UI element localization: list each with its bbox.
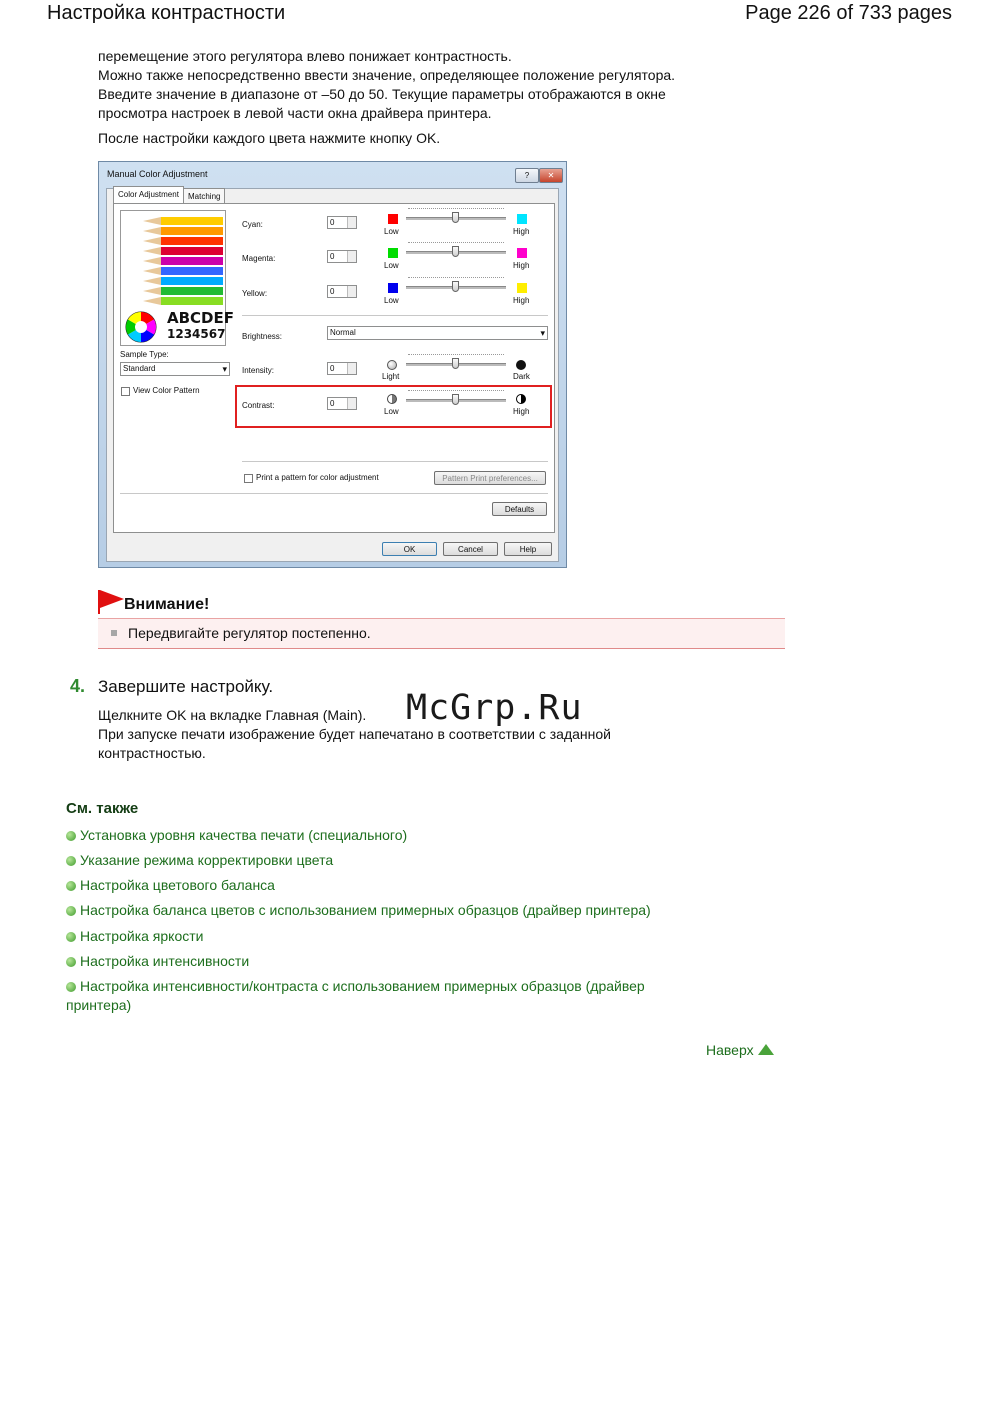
contrast-value-input[interactable]: 0 (327, 397, 357, 410)
sample-text-letters: ABCDEF (167, 309, 234, 327)
cyan-low-swatch (388, 214, 398, 224)
bullet-square-icon (111, 630, 117, 636)
contrast-low-icon (387, 394, 397, 404)
sample-text-digits: 1234567 (167, 327, 226, 341)
sample-type-select[interactable]: Standard ▾ (120, 362, 230, 376)
yellow-slider-thumb[interactable] (452, 281, 459, 292)
print-pattern-checkbox[interactable] (244, 474, 253, 483)
defaults-button[interactable]: Defaults (492, 502, 547, 516)
red-flag-icon (98, 590, 124, 614)
after-adjust-text: После настройки каждого цвета нажмите кнопку OK. (98, 130, 441, 146)
intensity-high-label: Dark (513, 372, 530, 381)
magenta-value-input[interactable]: 0 (327, 250, 357, 263)
step-title: Завершите настройку. (98, 677, 274, 696)
watermark: McGrp.Ru (406, 688, 583, 728)
green-bullet-icon (66, 856, 76, 866)
brightness-label: Brightness: (242, 332, 283, 341)
intensity-slider-thumb[interactable] (452, 358, 459, 369)
see-also-link[interactable]: Настройка интенсивности (66, 952, 726, 971)
magenta-high-label: High (513, 261, 530, 270)
intensity-value-input[interactable]: 0 (327, 362, 357, 375)
step-line: контрастностью. (98, 745, 206, 761)
manual-color-adjustment-dialog (98, 161, 567, 568)
dialog-title: Manual Color Adjustment (107, 169, 208, 179)
help-button[interactable]: Help (504, 542, 552, 556)
contrast-high-label: High (513, 407, 530, 416)
magenta-high-swatch (517, 248, 527, 258)
cyan-label: Cyan: (242, 220, 263, 229)
contrast-slider-thumb[interactable] (452, 394, 459, 405)
dark-circle-icon (516, 360, 526, 370)
cyan-low-label: Low (384, 227, 399, 236)
cyan-high-swatch (517, 214, 527, 224)
intro-line: Введите значение в диапазоне от –50 до 50. Текущие параметры отображаются в окне (98, 86, 666, 102)
light-circle-icon (387, 360, 397, 370)
green-bullet-icon (66, 982, 76, 992)
intro-line: просмотра настроек в левой части окна драйвера принтера. (98, 105, 492, 121)
view-color-pattern-label: View Color Pattern (133, 386, 200, 395)
green-bullet-icon (66, 932, 76, 942)
magenta-slider-thumb[interactable] (452, 246, 459, 257)
green-bullet-icon (66, 906, 76, 916)
cyan-slider-thumb[interactable] (452, 212, 459, 223)
sample-type-label: Sample Type: (120, 350, 169, 359)
contrast-high-icon (516, 394, 526, 404)
color-adjustment-panel (113, 203, 555, 533)
yellow-high-swatch (517, 283, 527, 293)
cyan-value-input[interactable]: 0 (327, 216, 357, 229)
yellow-label: Yellow: (242, 289, 268, 298)
up-arrow-icon (758, 1044, 774, 1055)
see-also-link[interactable]: Настройка яркости (66, 927, 726, 946)
yellow-low-label: Low (384, 296, 399, 305)
see-also-link[interactable]: Настройка цветового баланса (66, 876, 726, 895)
yellow-low-swatch (388, 283, 398, 293)
contrast-low-label: Low (384, 407, 399, 416)
step-number: 4. (70, 676, 86, 696)
attention-text: Передвигайте регулятор постепенно. (128, 625, 371, 641)
green-bullet-icon (66, 881, 76, 891)
cancel-button[interactable]: Cancel (443, 542, 498, 556)
intro-line: перемещение этого регулятора влево понижает контрастность. (98, 48, 512, 64)
magenta-low-swatch (388, 248, 398, 258)
see-also-link[interactable]: Настройка баланса цветов с использованием примерных образцов (драйвер принтера) (66, 901, 726, 920)
tab-matching[interactable]: Matching (183, 188, 225, 204)
see-also-title: См. также (66, 800, 139, 817)
dialog-body (106, 188, 559, 562)
ok-button[interactable]: OK (382, 542, 437, 556)
brightness-select[interactable]: Normal ▾ (327, 326, 548, 340)
intro-paragraph (98, 47, 675, 123)
step-line: Щелкните OK на вкладке Главная (Main). (98, 707, 367, 723)
contrast-label: Contrast: (242, 401, 275, 410)
back-to-top-link[interactable]: Наверх (706, 1042, 774, 1058)
pattern-print-preferences-button[interactable]: Pattern Print preferences... (434, 471, 546, 485)
view-color-pattern-checkbox[interactable] (121, 387, 130, 396)
cyan-high-label: High (513, 227, 530, 236)
see-also-link[interactable]: Указание режима корректировки цвета (66, 851, 726, 870)
tab-color-adjustment[interactable]: Color Adjustment (113, 186, 184, 204)
green-bullet-icon (66, 831, 76, 841)
intensity-label: Intensity: (242, 366, 275, 375)
see-also-link[interactable]: Настройка интенсивности/контраста с использованием примерных образцов (драйвер принтера) (66, 978, 645, 1013)
yellow-value-input[interactable]: 0 (327, 285, 357, 298)
close-button[interactable]: ✕ (539, 168, 563, 183)
intro-line: Можно также непосредственно ввести значение, определяющее положение регулятора. (98, 67, 676, 83)
magenta-low-label: Low (384, 261, 399, 270)
page-counter: Page 226 of 733 pages (745, 2, 952, 24)
intensity-low-label: Light (382, 372, 400, 381)
see-also-link[interactable]: Установка уровня качества печати (специального) (66, 826, 726, 845)
green-bullet-icon (66, 957, 76, 967)
step-line: При запуске печати изображение будет напечатано в соответствии с заданной (98, 726, 611, 742)
print-pattern-label: Print a pattern for color adjustment (256, 473, 379, 482)
magenta-label: Magenta: (242, 254, 276, 263)
yellow-high-label: High (513, 296, 530, 305)
attention-title: Внимание! (124, 596, 210, 613)
help-title-button[interactable]: ? (515, 168, 539, 183)
page-title: Настройка контрастности (47, 2, 286, 24)
preview-box (120, 210, 234, 346)
